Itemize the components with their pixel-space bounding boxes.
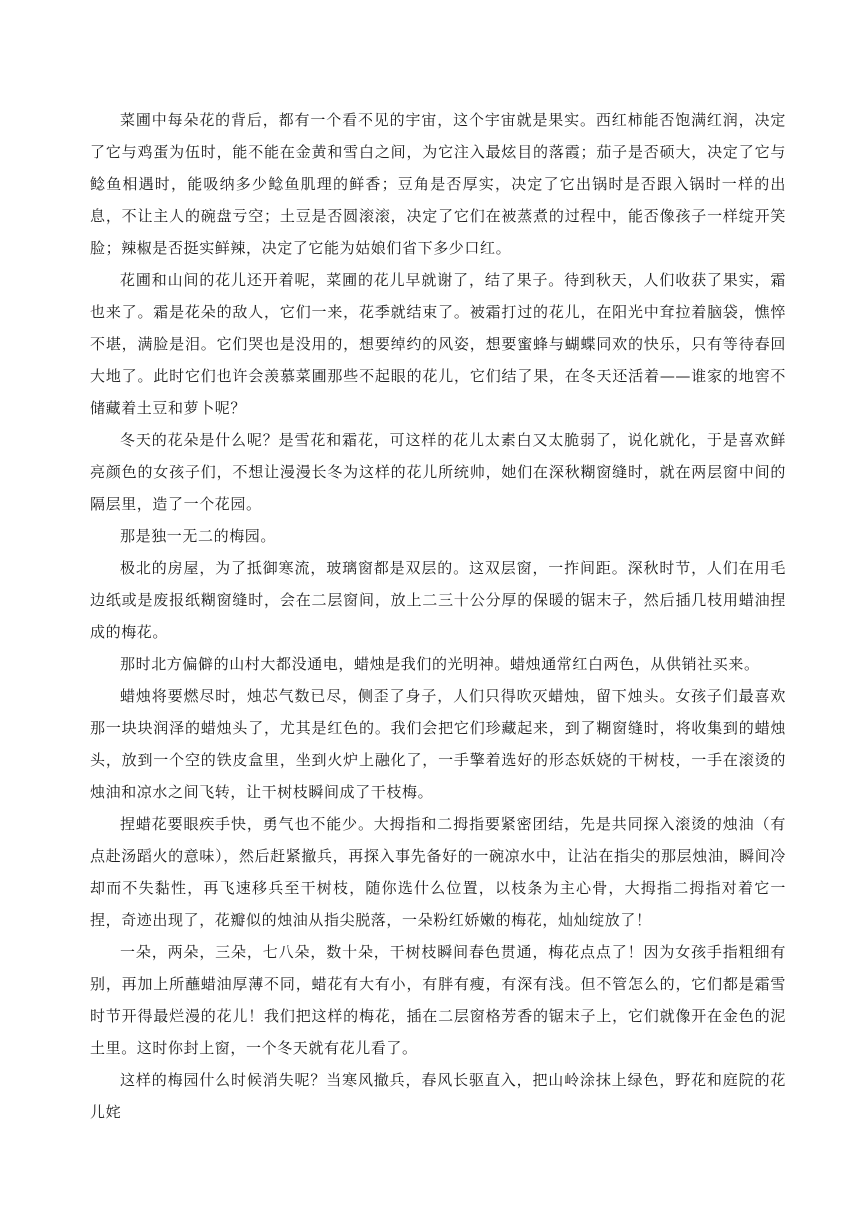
paragraph: 菜圃中每朵花的背后，都有一个看不见的宇宙，这个宇宙就是果实。西红柿能否饱满红润，决定了它与鸡蛋为伍时，能不能在金黄和雪白之间，为它注入最炫目的落霞；茄子是否硕大，决定了它与鲶鱼相遇时，能吸纳多少鲶鱼肌理的鲜香；豆角是否厚实，决定了它出锅时是否跟入锅时一样的出息，不让主人的碗盘亏空；土豆是否圆滚滚，决定了它们在被蒸煮的过程中，能否像孩子一样绽开笑脸；辣椒是否挺实鲜辣，决定了它能为姑娘们省下多少口红。 bbox=[90, 111, 786, 257]
paragraph: 捏蜡花要眼疾手快，勇气也不能少。大拇指和二拇指要紧密团结，先是共同探入滚烫的烛油（有点赴汤蹈火的意味），然后赶紧撤兵，再探入事先备好的一碗凉水中，让沾在指尖的那层烛油，瞬间冷却而不失黏性，再飞速移兵至干树枝，随你选什么位置，以枝条为主心骨，大拇指二拇指对着它一捏，奇迹出现了，花瓣似的烛油从指尖脱落，一朵粉红娇嫩的梅花，灿灿绽放了！ bbox=[90, 815, 786, 929]
paragraph: 这样的梅园什么时候消失呢？当寒风撤兵，春风长驱直入，把山岭涂抹上绿色，野花和庭院的花儿姹 bbox=[90, 1071, 786, 1121]
paragraph: 蜡烛将要燃尽时，烛芯气数已尽，侧歪了身子，人们只得吹灭蜡烛，留下烛头。女孩子们最喜欢那一块块润泽的蜡烛头了，尤其是红色的。我们会把它们珍藏起来，到了糊窗缝时，将收集到的蜡烛头，放到一个空的铁皮盒里，坐到火炉上融化了，一手擎着选好的形态妖娆的干树枝，一手在滚烫的烛油和凉水之间飞转，让干树枝瞬间成了干枝梅。 bbox=[90, 687, 786, 801]
paragraph: 那是独一无二的梅园。 bbox=[120, 527, 277, 545]
paragraph: 极北的房屋，为了抵御寒流，玻璃窗都是双层的。这双层窗，一拃间距。深秋时节，人们在用毛边纸或是废报纸糊窗缝时，会在二层窗间，放上二三十公分厚的保暖的锯末子，然后插几枝用蜡油捏成的梅花。 bbox=[90, 559, 786, 641]
document-body bbox=[90, 104, 786, 1128]
paragraph: 那时北方偏僻的山村大都没通电，蜡烛是我们的光明神。蜡烛通常红白两色，从供销社买来。 bbox=[120, 655, 760, 673]
paragraph: 冬天的花朵是什么呢？是雪花和霜花，可这样的花儿太素白又太脆弱了，说化就化，于是喜欢鲜亮颜色的女孩子们，不想让漫漫长冬为这样的花儿所统帅，她们在深秋糊窗缝时，就在两层窗中间的隔层里，造了一个花园。 bbox=[90, 431, 786, 513]
paragraph: 花圃和山间的花儿还开着呢，菜圃的花儿早就谢了，结了果子。待到秋天，人们收获了果实，霜也来了。霜是花朵的敌人，它们一来，花季就结束了。被霜打过的花儿，在阳光中耷拉着脑袋，憔悴不堪，满脸是泪。它们哭也是没用的，想要绰约的风姿，想要蜜蜂与蝴蝶同欢的快乐，只有等待春回大地了。此时它们也许会羡慕菜圃那些不起眼的花儿，它们结了果，在冬天还活着——谁家的地窖不储藏着土豆和萝卜呢？ bbox=[90, 271, 786, 417]
paragraph: 一朵，两朵，三朵，七八朵，数十朵，干树枝瞬间春色贯通，梅花点点了！因为女孩手指粗细有别，再加上所蘸蜡油厚薄不同，蜡花有大有小，有胖有瘦，有深有浅。但不管怎么的，它们都是霜雪时节开得最烂漫的花儿！我们把这样的梅花，插在二层窗格芳香的锯末子上，它们就像开在金色的泥土里。这时你封上窗，一个冬天就有花儿看了。 bbox=[90, 943, 786, 1057]
